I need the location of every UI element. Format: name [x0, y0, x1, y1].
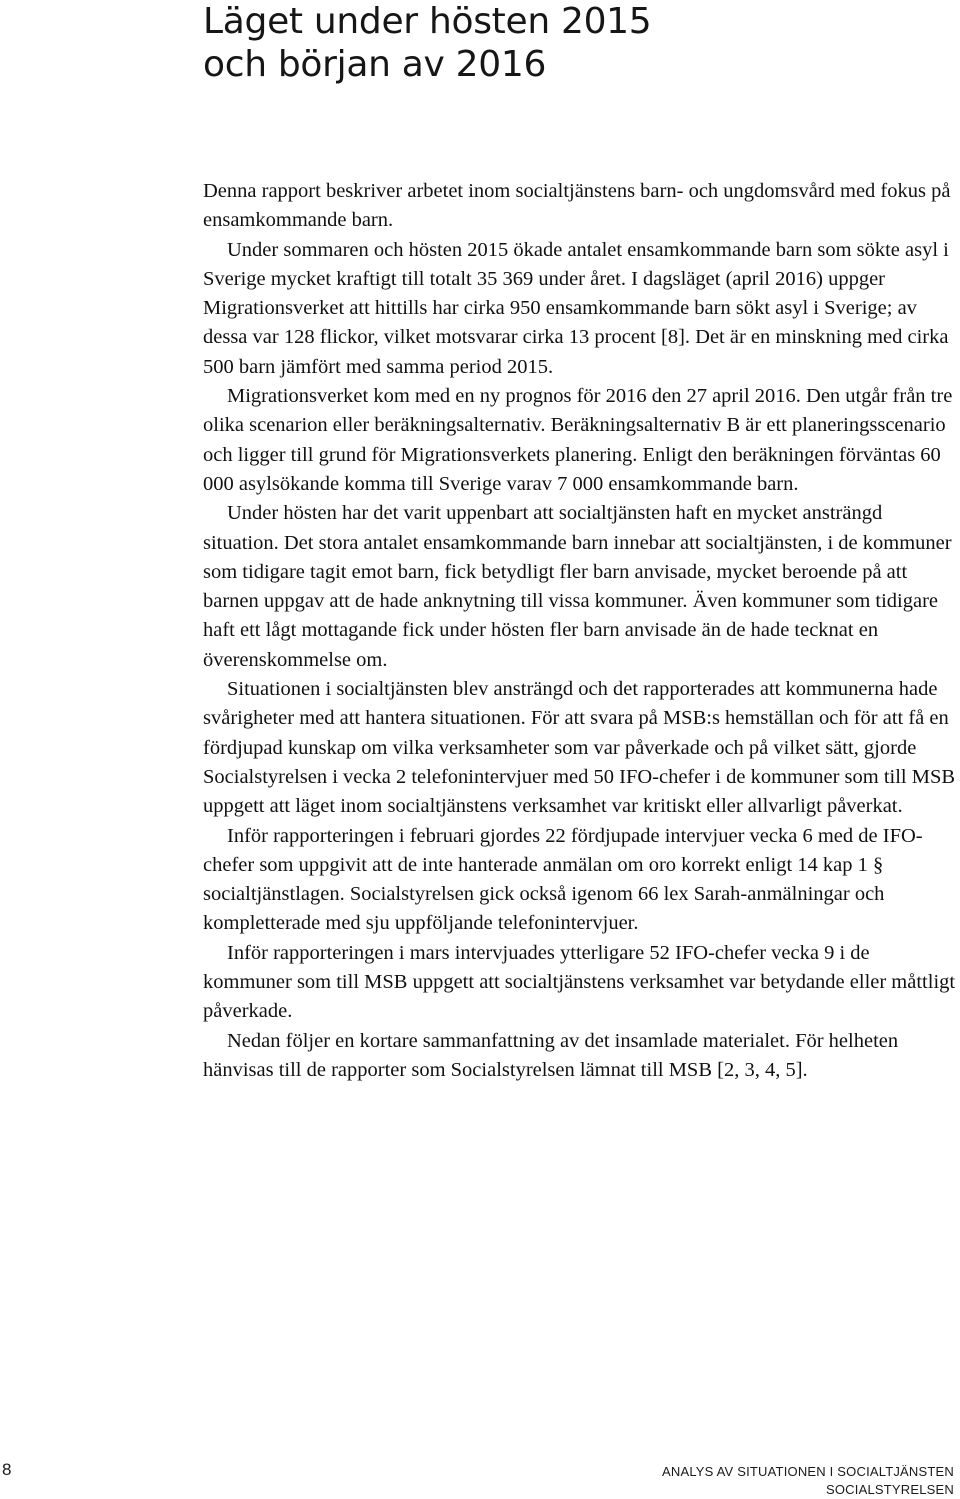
paragraph-prognosis: Migrationsverket kom med en ny prognos för 2016 den 27 april 2016. Den utgår från tre olika scenarion eller beräkningsalternativ. Beräkningsalternativ B är ett planeringsscenario och ligger till grund för Migrationsverkets planering. Enligt den beräkningen förväntas 60 000 asylsökande komma till Sverige varav 7 000 ensamkommande barn. [203, 385, 953, 495]
page-title [203, 0, 923, 86]
paragraph-interviews-january: Situationen i socialtjänsten blev ansträngd och det rapporterades att kommunerna hade svårigheter med att hantera situationen. För att svara på MSB:s hemställan och för att få en fördjupad kunskap om vilka verksamheter som var påverkade och på vilket sätt, gjorde Socialstyrelsen i vecka 2 telefonintervjuer med 50 IFO-chefer i de kommuner som till MSB uppgett att läget inom socialtjänstens verksamhet var kritiskt eller allvarligt påverkat. [203, 678, 956, 818]
footer-report-title: ANALYS AV SITUATIONEN I SOCIALTJÄNSTEN [662, 1464, 954, 1479]
paragraph-autumn-situation: Under hösten har det varit uppenbart att socialtjänsten haft en mycket ansträngd situation. Det stora antalet ensamkommande barn innebar att socialtjänsten, i de kommuner som tidigare tagit emot barn, fick betydligt fler barn anvisade, mycket beroende på att barnen uppgav att de hade anknytning till vissa kommuner. Även kommuner som tidigare haft ett lågt mottagande fick under hösten fler barn anvisade än de hade tecknat en överenskommelse om. [203, 502, 952, 671]
paragraph-interviews-march: Inför rapporteringen i mars intervjuades ytterligare 52 IFO-chefer vecka 9 i de kommuner som till MSB uppgett att socialtjänstens verksamhet var betydande eller måttligt påverkade. [203, 941, 956, 1023]
page-title-line-2: och början av 2016 [203, 44, 547, 85]
page-title-line-1: Läget under hösten 2015 [203, 1, 652, 42]
footer-publisher: SOCIALSTYRELSEN [826, 1482, 954, 1497]
paragraph-intro: Denna rapport beskriver arbetet inom socialtjänstens barn- och ungdomsvård med fokus på ensamkommande barn. [203, 180, 951, 232]
paragraph-summary: Nedan följer en kortare sammanfattning av det insamlade materialet. För helheten hänvisas till de rapporter som Socialstyrelsen lämnat till MSB [2, 3, 4, 5]. [203, 1029, 899, 1081]
paragraph-interviews-february: Inför rapporteringen i februari gjordes 22 fördjupade intervjuer vecka 6 med de IFO-chefer som uppgivit att de inte hanterade anmälan om oro korrekt enligt 14 kap 1 § socialtjänstlagen. Socialstyrelsen gick också igenom 66 lex Sarah-anmälningar och kompletterade med sju uppföljande telefonintervjuer. [203, 824, 923, 935]
page-number: 8 [2, 1460, 12, 1479]
paragraph-asylum-statistics: Under sommaren och hösten 2015 ökade antalet ensamkommande barn som sökte asyl i Sverige mycket kraftigt till totalt 35 369 under året. I dagsläget (april 2016) uppger Migrationsverket att hittills har cirka 950 ensamkommande barn sökt asyl i Sverige; av dessa var 128 flickor, vilket motsvarar cirka 13 procent [8]. Det är en minskning med cirka 500 barn jämfört med samma period 2015. [203, 238, 949, 378]
body-text [203, 177, 960, 1085]
page-footer [662, 1463, 954, 1499]
